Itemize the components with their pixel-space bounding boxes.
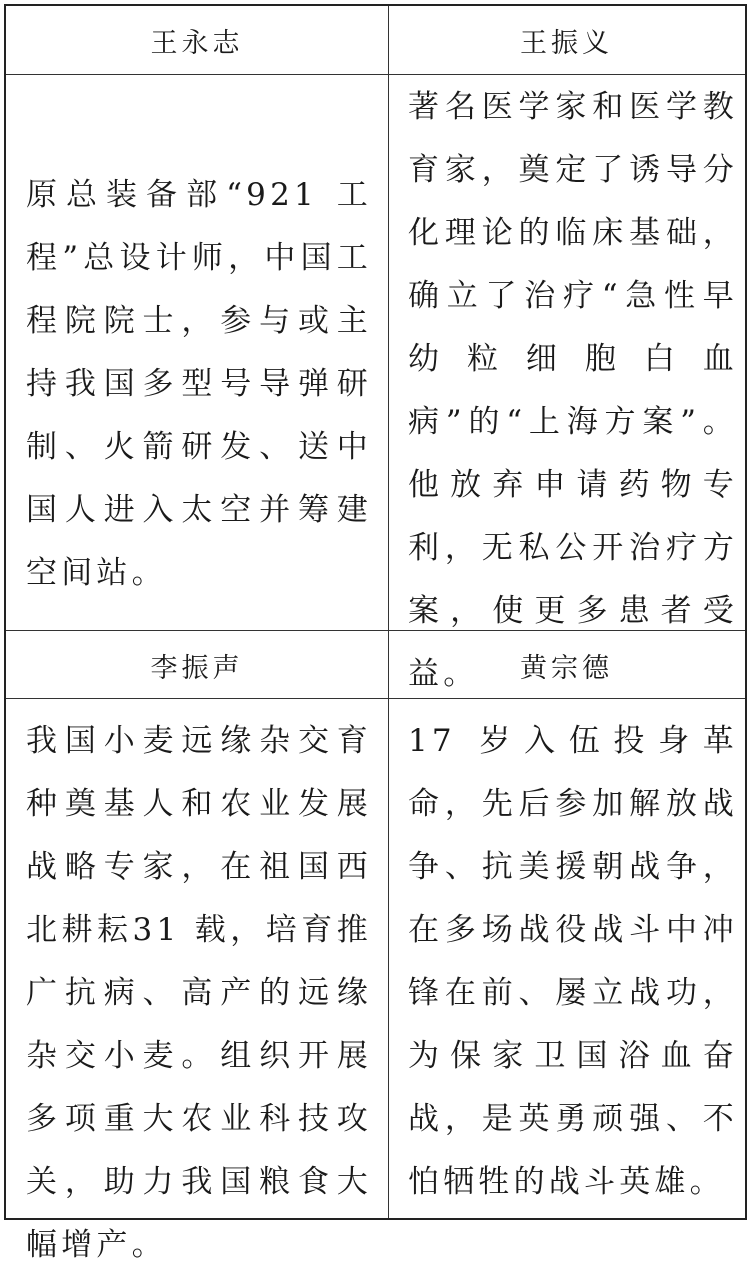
row-divider-1 bbox=[6, 74, 745, 75]
person-name: 黄宗德 bbox=[520, 652, 613, 684]
person-name: 王永志 bbox=[150, 27, 244, 59]
person-description: 著名医学家和医学教育家，奠定了诱导分化理论的临床基础，确立了治疗“急性早幼粒细胞白血病”的“上海方案”。他放弃申请药物专利，无私公开治疗方案，使更多患者受益。 bbox=[408, 89, 738, 692]
column-divider bbox=[388, 6, 389, 1218]
person-description: 17 岁入伍投身革命，先后参加解放战争、抗美援朝战争，在多场战役战斗中冲锋在前、屡立战功，为保家卫国浴血奋战，是英勇顽强、不怕牺牲的战斗英雄。 bbox=[408, 723, 738, 1200]
person-description: 原总装备部“921 工程”总设计师，中国工程院院士，参与或主持我国多型号导弹研制、火箭研发、送中国人进入太空并筹建空间站。 bbox=[26, 177, 372, 591]
honorees-table bbox=[4, 4, 747, 1263]
person-description: 我国小麦远缘杂交育种奠基人和农业发展战略专家，在祖国西北耕耘31 载，培育推广抗病、高产的远缘杂交小麦。组织开展多项重大农业科技攻关，助力我国粮食大幅增产。 bbox=[26, 723, 372, 1263]
person-name: 李振声 bbox=[150, 652, 244, 684]
person-name: 王振义 bbox=[520, 27, 613, 59]
